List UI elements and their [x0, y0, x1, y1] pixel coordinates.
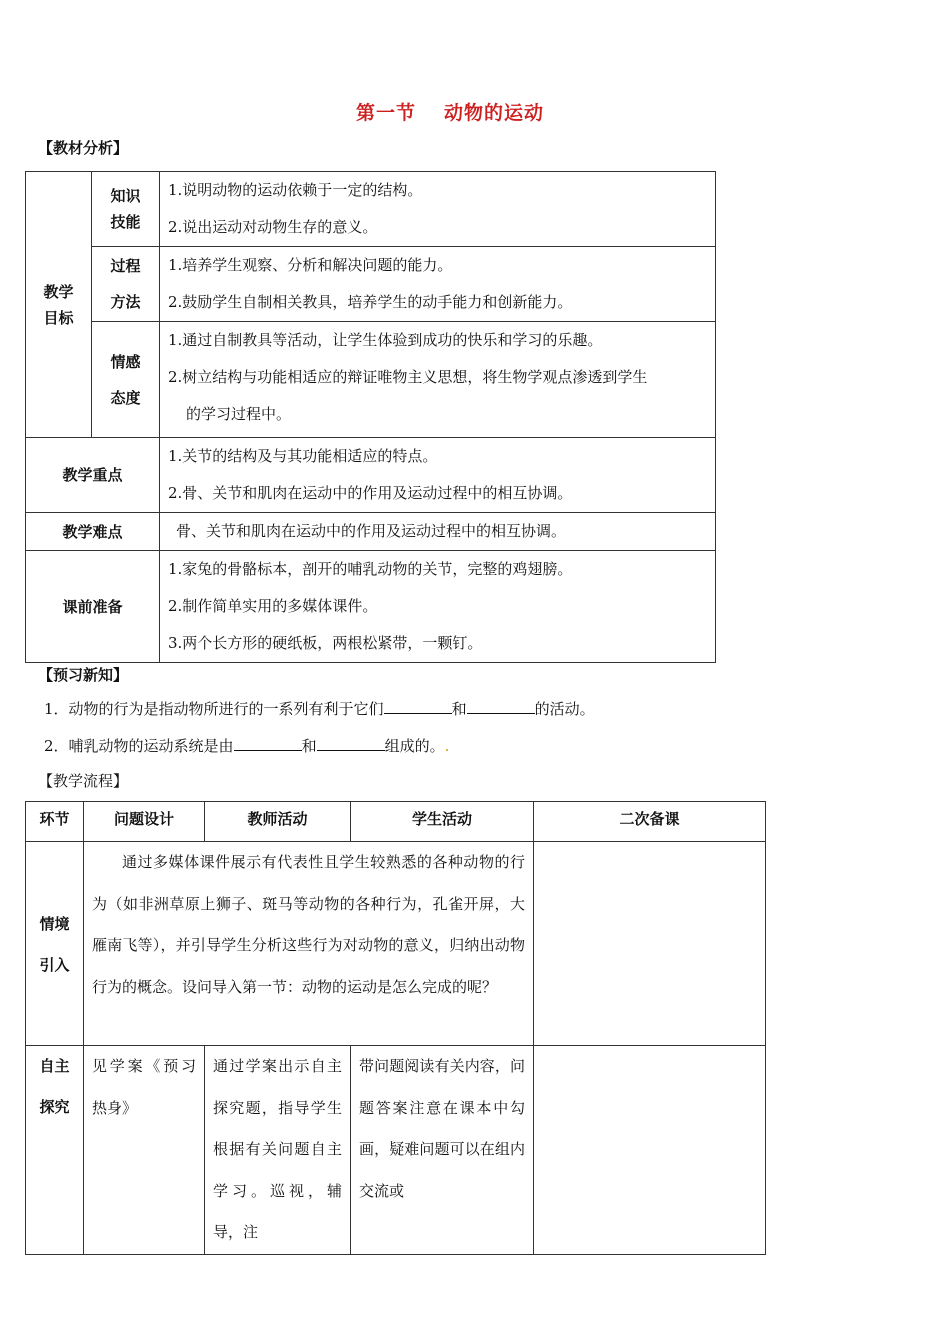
preview-question-1: 1．动物的行为是指动物所进行的一系列有利于它们 和 的活动。: [44, 700, 595, 718]
goal-row-emotion: [26, 322, 716, 438]
preview-question-2: 2．哺乳动物的运动系统是由 和 组成的。.: [44, 737, 450, 755]
answer-blank[interactable]: [467, 699, 535, 714]
second-prep-cell: [534, 842, 766, 1046]
flow-intro-text: 通过多媒体课件展示有代表性且学生较熟悉的各种动物的行为（如非洲草原上狮子、斑马等动物的各种行为，孔雀开屏，大雁南飞等），并引导学生分析这些行为对动物的意义，归纳出动物行为的概念。设问导入第一节：动物的运动是怎么完成的呢？: [92, 853, 525, 996]
page-title: 第一节 动物的运动: [355, 102, 545, 124]
goal-text: 1.培养学生观察、分析和解决问题的能力。: [168, 256, 453, 274]
focus-row: [26, 438, 716, 513]
analysis-table: [25, 171, 716, 663]
goal-text: 2.说出运动对动物生存的意义。: [168, 218, 378, 236]
goal-row-process: [26, 247, 716, 322]
goal-label-knowledge: 知识 技能: [92, 172, 160, 247]
prep-text: 3.两个长方形的硬纸板，两根松紧带，一颗钉。: [168, 634, 483, 652]
flow-header-row: [26, 802, 766, 842]
focus-text: 1.关节的结构及与其功能相适应的特点。: [168, 447, 438, 465]
prep-text: 2.制作简单实用的多媒体课件。: [168, 597, 378, 615]
focus-label: 教学重点: [26, 438, 160, 513]
goal-text: 1.说明动物的运动依赖于一定的结构。: [168, 181, 423, 199]
flow-explore-student: 带问题阅读有关内容，问题答案注意在课本中勾画，疑难问题可以在组内交流或: [359, 1057, 525, 1200]
flow-header: 问题设计: [84, 802, 205, 842]
flow-label-intro: 情境 引入: [26, 842, 84, 1046]
goals-group-label: 教学 目标: [26, 172, 92, 438]
prep-text: 1.家兔的骨骼标本，剖开的哺乳动物的关节，完整的鸡翅膀。: [168, 560, 573, 578]
flow-header: 二次备课: [534, 802, 766, 842]
goal-label-emotion: 情感 态度: [92, 322, 160, 438]
flow-row-intro: [26, 842, 766, 1046]
difficulty-row: [26, 513, 716, 551]
goal-label-process: 过程 方法: [92, 247, 160, 322]
flow-explore-teacher: 通过学案出示自主探究题，指导学生根据有关问题自主学习。巡视，辅导，注: [213, 1057, 342, 1241]
goal-row-knowledge: [26, 172, 716, 247]
section-heading-preview: 【预习新知】: [38, 666, 129, 684]
second-prep-cell: [534, 1046, 766, 1255]
section-heading-flow: 【教学流程】: [38, 772, 129, 790]
answer-blank[interactable]: [384, 699, 452, 714]
difficulty-label: 教学难点: [26, 513, 160, 551]
flow-explore-question: 见学案《预习热身》: [92, 1057, 196, 1117]
flow-row-explore: [26, 1046, 766, 1255]
flow-header: 环节: [26, 802, 84, 842]
goal-text: 2.鼓励学生自制相关教具，培养学生的动手能力和创新能力。: [168, 293, 573, 311]
focus-text: 2.骨、关节和肌肉在运动中的作用及运动过程中的相互协调。: [168, 484, 573, 502]
goal-text: 1.通过自制教具等活动，让学生体验到成功的快乐和学习的乐趣。: [168, 331, 603, 349]
answer-blank[interactable]: [234, 736, 302, 751]
prep-row: [26, 551, 716, 663]
answer-blank[interactable]: [317, 736, 385, 751]
prep-label: 课前准备: [26, 551, 160, 663]
goal-text: 2.树立结构与功能相适应的辩证唯物主义思想，将生物学观点渗透到学生: [168, 368, 648, 386]
section-heading-analysis: 【教材分析】: [38, 139, 129, 157]
flow-table: [25, 801, 766, 1255]
goal-text: 的学习过程中。: [186, 405, 292, 423]
difficulty-text: 骨、关节和肌肉在运动中的作用及运动过程中的相互协调。: [176, 522, 567, 540]
flow-header: 学生活动: [351, 802, 534, 842]
flow-header: 教师活动: [205, 802, 351, 842]
flow-label-explore: 自主 探究: [26, 1046, 84, 1255]
